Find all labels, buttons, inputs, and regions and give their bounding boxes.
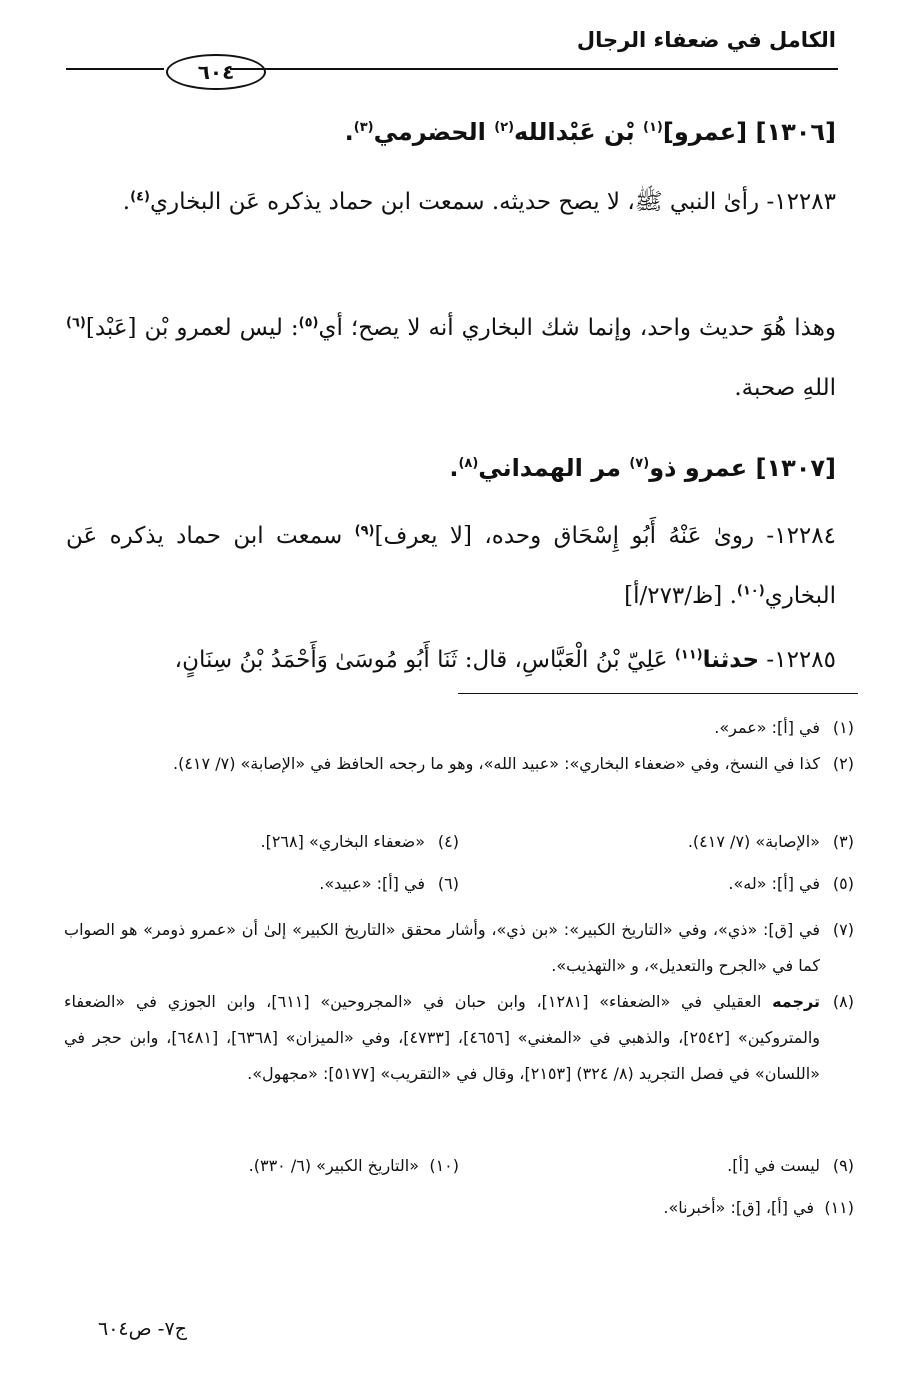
footnote-pair-5-6 [64, 874, 854, 893]
running-title: الكامل في ضعفاء الرجال [576, 28, 836, 52]
footnote-text: ليست في [أ]. [727, 1156, 820, 1175]
paragraph-text: سمعت ابن حماد يذكره عَن البخاري [66, 523, 836, 609]
footnote-10 [64, 1156, 459, 1175]
paragraph-text: . [ظ/٢٧٣/أ] [624, 583, 737, 609]
footnote-number: (١) [832, 718, 854, 737]
footnote-ref: (٦) [66, 315, 86, 331]
paragraph-12283 [66, 172, 836, 232]
footnotes-top [64, 710, 854, 782]
paragraph-text: اللهِ صحبة. [734, 375, 836, 401]
paragraph-text: : ليس لعمرو بْن [عَبْد] [85, 315, 299, 341]
footnote-text: في [أ]: «له». [728, 874, 820, 893]
heading-text: بْن عَبْدالله [514, 118, 643, 146]
footnote-number: (٣) [832, 832, 854, 851]
footnote-number: (٤) [437, 832, 459, 851]
footnote-7 [64, 912, 854, 984]
footnote-number: (٧) [832, 920, 854, 939]
footnote-bold-lead: ترجمه [772, 992, 821, 1011]
page-number: ٦٠٤ [197, 60, 235, 84]
paragraph-text: . [122, 189, 131, 215]
footnote-5 [459, 874, 854, 893]
entry-heading-1307 [66, 454, 836, 482]
paragraph-text: وهذا هُوَ حديث واحد، وإنما شك البخاري أنه لا يصح؛ أي [318, 315, 836, 341]
footnote-separator [458, 693, 858, 694]
footnote-11 [64, 1198, 854, 1217]
header-rule-left [66, 68, 164, 70]
footnote-text-body: العقيلي في «الضعفاء» [١٢٨١]، وابن حبان في «المجروحين» [٦١١]، وابن الجوزي في «الضعفاء والمتروكين» [٢٥٤٢]، والذهبي في «المغني» [٤٦٥٦]، [٤٧٣٣]، وفي «الميزان» [٦٣٦٨]، [٦٤٨١]، وابن حجر في «اللسان» في فصل التجريد (٨/ ٣٢٤) [٢١٥٣]، وقال في «التقريب» [٥١٧٧]: «مجهول». [64, 992, 821, 1083]
heading-text: [١٣٠٦] [عمرو] [662, 118, 836, 146]
footnote-number: (٦) [437, 874, 459, 893]
page-number-oval [166, 54, 266, 90]
footnote-6 [64, 874, 459, 893]
footnote-number: (٩) [832, 1156, 854, 1175]
heading-text: . [449, 454, 459, 482]
footnote-text: في [أ]، [ق]: «أخبرنا». [663, 1198, 814, 1217]
volume-page-reference: ج٧- ص٦٠٤ [98, 1318, 187, 1340]
footnote-ref: (١١) [674, 647, 703, 663]
footnote-text [64, 984, 820, 1092]
footnote-number: (٢) [832, 754, 854, 773]
footnote-9 [459, 1156, 854, 1175]
footnote-ref: (١٠) [736, 583, 765, 599]
paragraph-number: ١٢٢٨٥- [759, 647, 836, 673]
footnote-text: «التاريخ الكبير» (٦/ ٣٣٠). [248, 1156, 419, 1175]
footnote-2 [64, 746, 854, 782]
footnote-ref: (١) [643, 120, 663, 135]
footnote-8 [64, 984, 854, 1092]
footnote-pair-9-10 [64, 1156, 854, 1175]
footnote-text: في [أ]: «عبيد». [319, 874, 425, 893]
footnote-ref: (٧) [629, 456, 650, 471]
paragraph-text: ١٢٢٨٤- روىٰ عَنْهُ أَبُو إِسْحَاق وحده، [لا يعرف] [374, 523, 836, 549]
footnote-number: (٨) [832, 992, 854, 1011]
paragraph-12285 [66, 630, 836, 690]
paragraph-commentary [66, 298, 836, 418]
footnote-number: (١٠) [429, 1156, 459, 1175]
footnote-text: كذا في النسخ، وفي «ضعفاء البخاري»: «عبيد الله»، وهو ما رجحه الحافظ في «الإصابة» (٧/ ٤١٧). [173, 754, 820, 773]
heading-text: [١٣٠٧] عمرو ذو [649, 454, 836, 482]
footnote-text: «ضعفاء البخاري» [٢٦٨]. [260, 832, 425, 851]
heading-text: الحضرمي [373, 118, 495, 146]
footnote-ref: (٤) [130, 189, 150, 205]
entry-heading-1306 [66, 118, 836, 146]
paragraph-12284 [66, 506, 836, 626]
paragraph-bold-lead: حدثنا [702, 647, 760, 673]
footnote-ref: (٢) [494, 120, 515, 135]
header-rule-right [230, 68, 838, 70]
paragraph-text: عَلِيّ بْنُ الْعَبَّاسِ، قال: ثَنَا أَبُو مُوسَىٰ وَأَحْمَدُ بْنُ سِنَانٍ، [174, 647, 675, 673]
footnote-ref: (٣) [353, 120, 374, 135]
footnote-number: (١١) [824, 1198, 854, 1217]
heading-text: . [344, 118, 354, 146]
footnote-3 [459, 832, 854, 851]
heading-text: مر الهمداني [478, 454, 630, 482]
footnote-number: (٥) [832, 874, 854, 893]
footnote-text: في [ق]: «ذي»، وفي «التاريخ الكبير»: «بن ذي»، وأشار محقق «التاريخ الكبير» إلىٰ أن «عمرو ذومر» هو الصواب كما في «الجرح والتعديل»، و «التهذيب». [64, 920, 820, 975]
footnote-pair-3-4 [64, 832, 854, 851]
footnote-ref: (٨) [458, 456, 479, 471]
footnote-1 [64, 710, 854, 746]
footnote-text: في [أ]: «عمر». [714, 718, 820, 737]
footnote-row-11 [64, 1198, 854, 1217]
footnote-ref: (٩) [354, 523, 375, 539]
footnote-text: «الإصابة» (٧/ ٤١٧). [687, 832, 820, 851]
footnote-4 [64, 832, 459, 851]
footnote-ref: (٥) [298, 315, 319, 331]
paragraph-text: ١٢٢٨٣- رأىٰ النبي ﷺ، لا يصح حديثه. سمعت ابن حماد يذكره عَن البخاري [149, 189, 836, 215]
footnotes-middle [64, 912, 854, 1092]
